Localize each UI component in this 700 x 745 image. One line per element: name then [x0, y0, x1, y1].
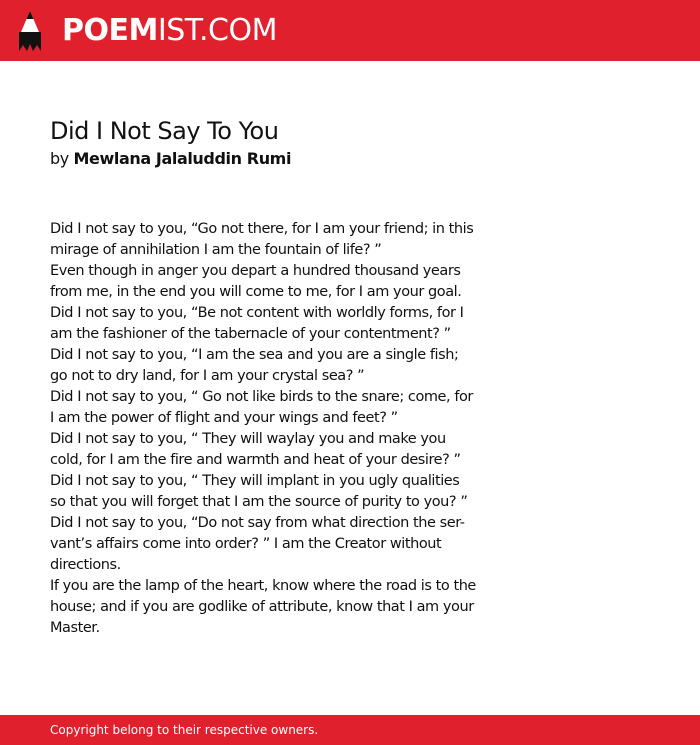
site-logo[interactable] [62, 11, 277, 51]
poem-line: Did I not say to you, “Go not there, for I am your friend; in this [50, 221, 474, 237]
byline [50, 148, 291, 170]
poem-line: Master. [50, 620, 100, 636]
site-header [0, 0, 700, 61]
poem-line: Did I not say to you, “ They will implant in you ugly qualities [50, 473, 460, 489]
poem-line: If you are the lamp of the heart, know where the road is to the [50, 578, 476, 594]
poem-line: so that you will forget that I am the source of purity to you? ” [50, 494, 468, 510]
poem-line: Did I not say to you, “ Go not like birds to the snare; come, for [50, 389, 473, 405]
poem-line: Did I not say to you, “Be not content with worldly forms, for I [50, 305, 464, 321]
poem-line: house; and if you are godlike of attribute, know that I am your [50, 599, 474, 615]
poem-line: Did I not say to you, “I am the sea and you are a single fish; [50, 347, 459, 363]
poem-body [50, 219, 490, 639]
logo-text-strong: POEM [62, 13, 158, 48]
poem-line: Even though in anger you depart a hundred thousand years [50, 263, 461, 279]
by-label: by [50, 149, 69, 168]
poem-title: Did I Not Say To You [50, 117, 279, 145]
poem-line: am the fashioner of the tabernacle of your contentment? ” [50, 326, 451, 342]
poem-line: vant’s affairs come into order? ” I am the Creator without [50, 536, 442, 552]
logo-text-light: IST.COM [157, 13, 277, 48]
poem-line: mirage of annihilation I am the fountain of life? ” [50, 242, 382, 258]
poem-line: Did I not say to you, “ They will waylay you and make you [50, 431, 446, 447]
poem-line: from me, in the end you will come to me, for I am your goal. [50, 284, 462, 300]
poem-line: I am the power of flight and your wings and feet? ” [50, 410, 398, 426]
pencil-icon [17, 10, 43, 52]
poem-line: go not to dry land, for I am your crystal sea? ” [50, 368, 365, 384]
author-name: Mewlana Jalaluddin Rumi [73, 149, 292, 168]
poem-line: directions. [50, 557, 121, 573]
poem-line: cold, for I am the fire and warmth and heat of your desire? ” [50, 452, 461, 468]
copyright-text: Copyright belong to their respective owners. [50, 723, 319, 737]
site-footer [0, 715, 700, 745]
poem-line: Did I not say to you, “Do not say from what direction the ser- [50, 515, 465, 531]
